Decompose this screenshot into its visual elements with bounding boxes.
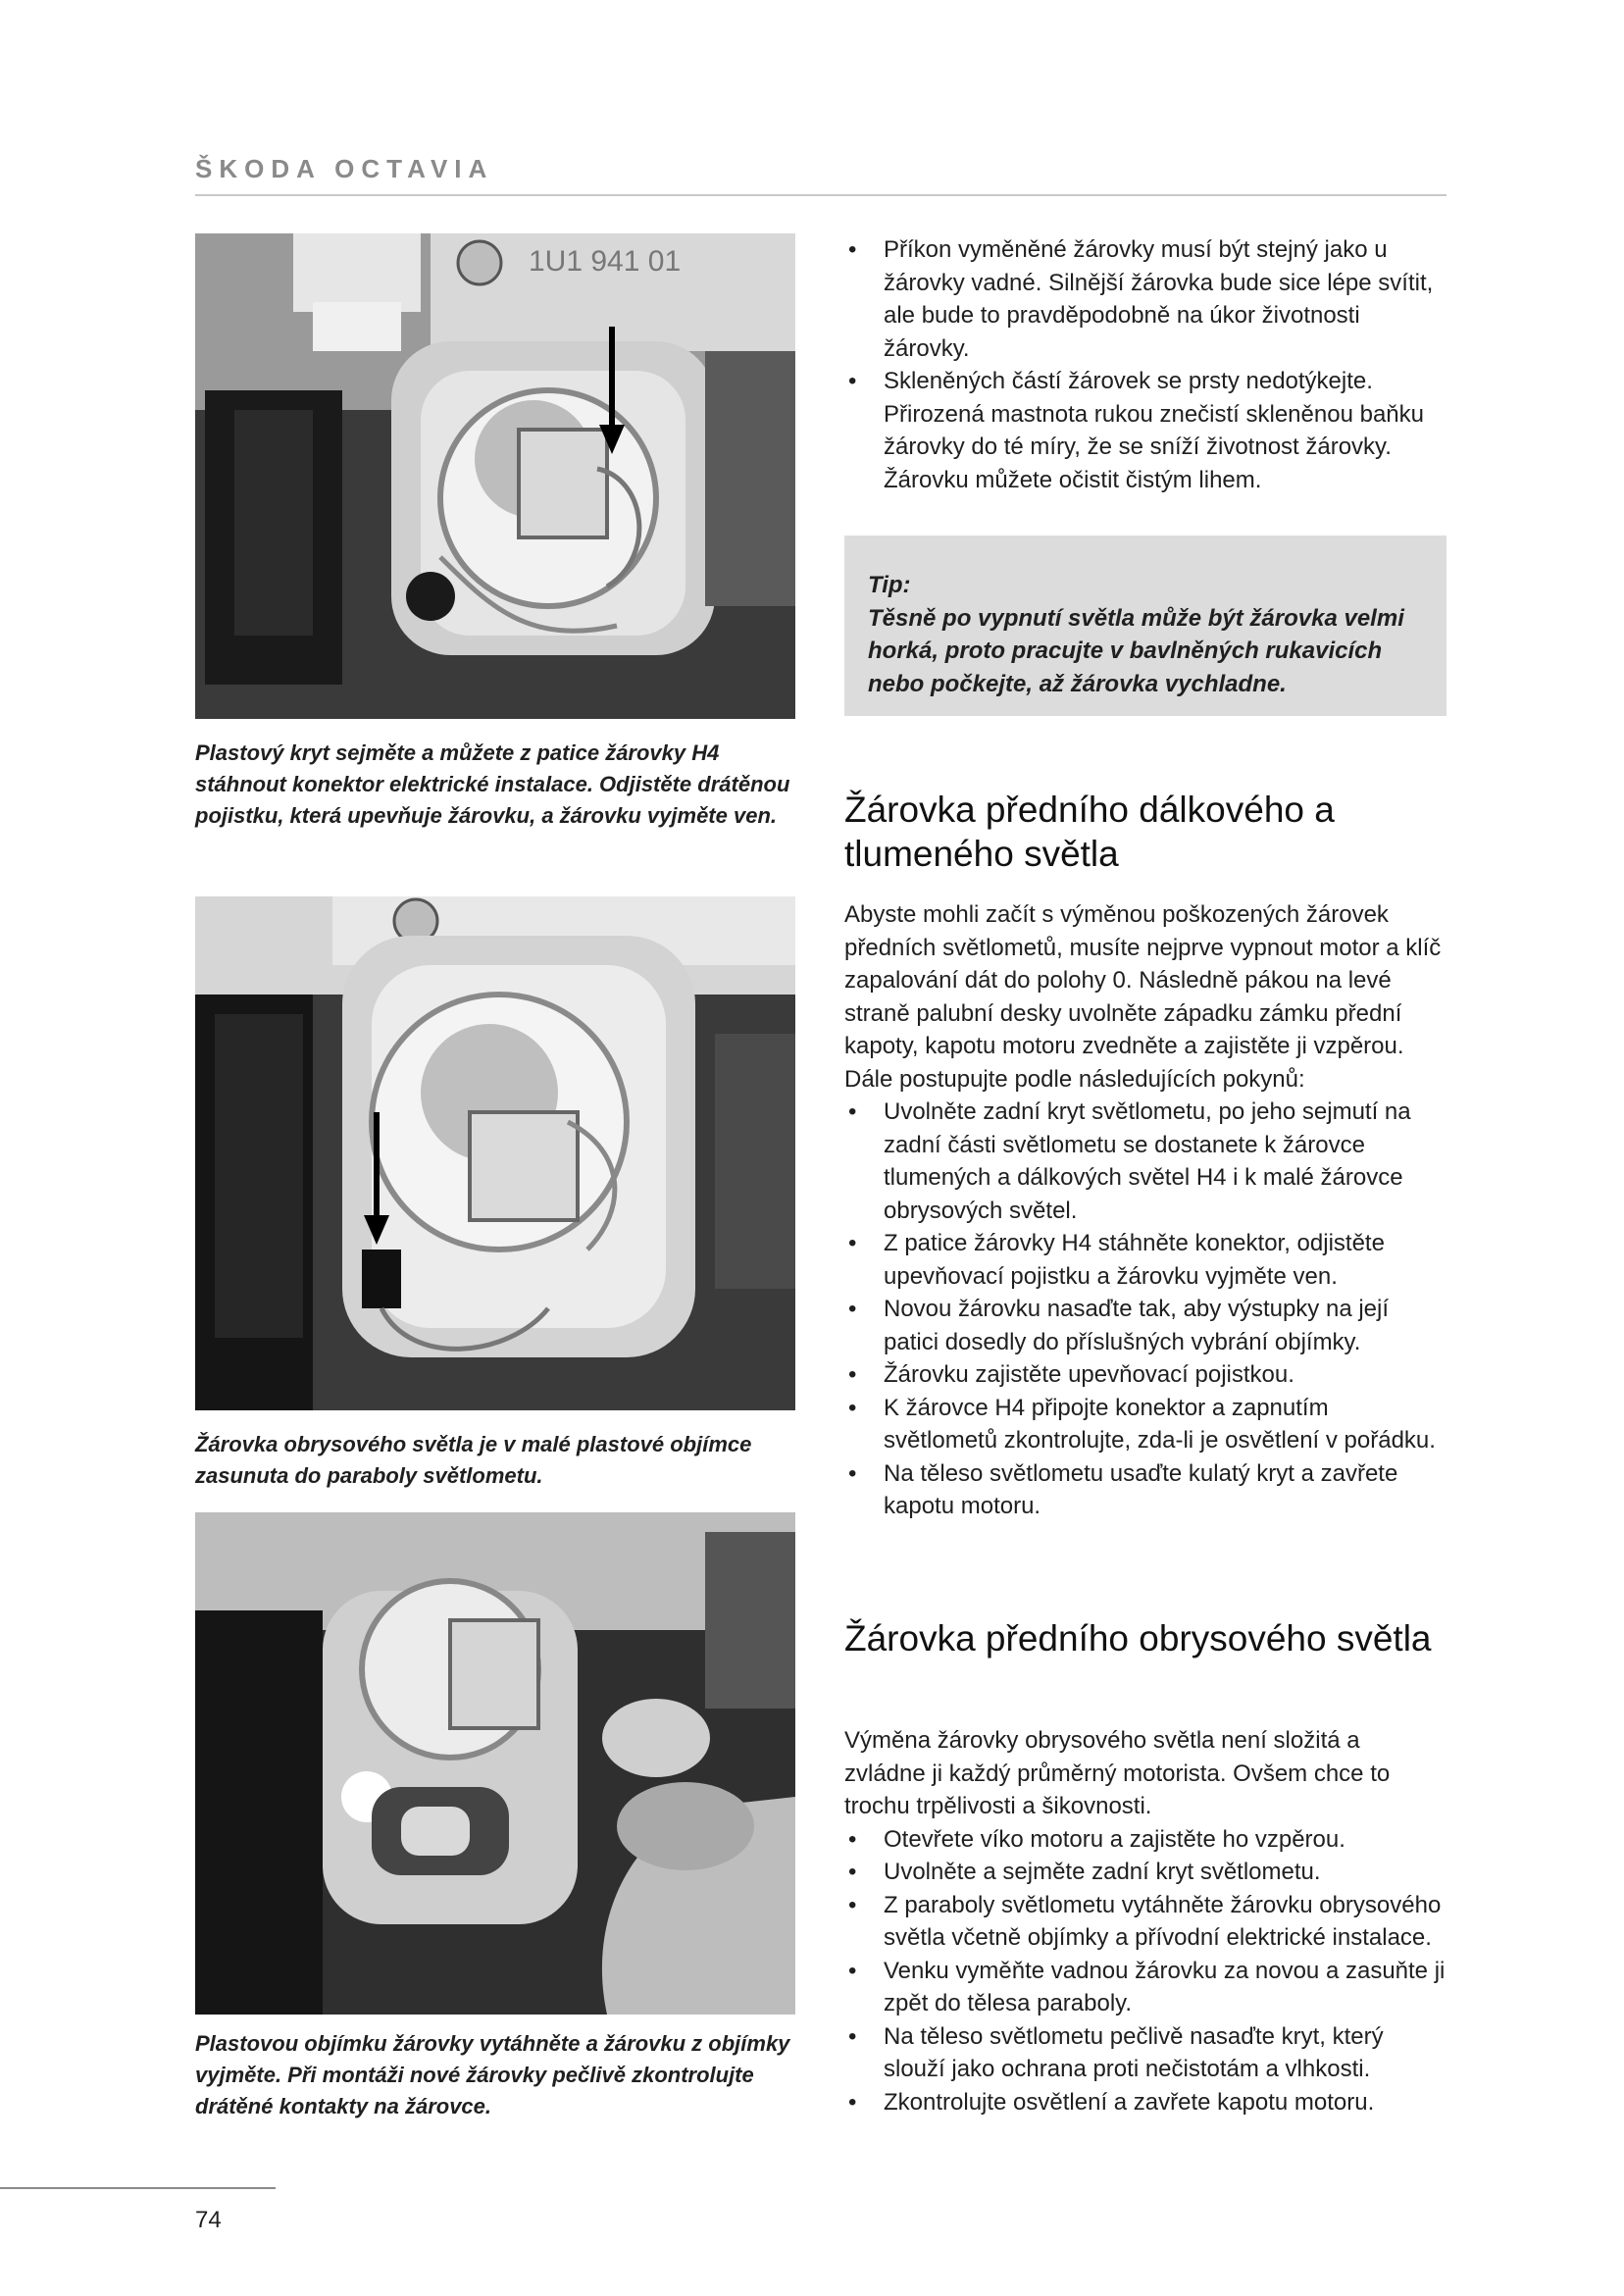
list-item	[844, 1293, 1446, 1358]
bullet: •	[848, 1891, 857, 1918]
section-intro: Výměna žárovky obrysového světla není složitá a zvládne ji každý průměrný motorista. Ovšem chce to trochu trpělivosti a šikovnosti.	[844, 1727, 1391, 1819]
photo-caption: Žárovka obrysového světla je v malé plastové objímce zasunuta do paraboly světlometu.	[195, 1432, 752, 1488]
bullet: •	[848, 1459, 857, 1487]
bullet: •	[848, 1394, 857, 1421]
list-item-text: Novou žárovku nasaďte tak, aby výstupky na její patici dosedly do příslušných vybrání objímky.	[884, 1296, 1390, 1355]
photo-parking-light-holder	[195, 896, 795, 1410]
bullet: •	[848, 1296, 857, 1322]
list-item-text: Z paraboly světlometu vytáhněte žárovku obrysového světla včetně objímky a přívodní elektrické instalace.	[884, 1891, 1442, 1951]
photo-caption: Plastový kryt sejměte a můžete z patice žárovky H4 stáhnout konektor elektrické instalace. Odjistěte drátěnou pojistku, která upevňuje žárovku, a žárovku vyjměte ven.	[195, 740, 790, 828]
bullet: •	[848, 1825, 857, 1853]
photo-h4-bulb-connector	[195, 233, 795, 719]
list-item	[844, 2020, 1446, 2086]
section-body-parking-light	[844, 1724, 1446, 2118]
list-item-text: Příkon vyměněné žárovky musí být stejný jako u žárovky vadné. Silnější žárovka bude sice lépe svítit, ale bude to pravděpodobně na úkor životnosti žárovky.	[884, 236, 1434, 362]
bullet: •	[848, 368, 857, 394]
bullet: •	[848, 1859, 857, 1885]
list-item	[844, 1358, 1446, 1392]
list-item	[844, 1889, 1446, 1955]
footer-rule	[0, 2187, 276, 2189]
list-item	[844, 2086, 1446, 2119]
bullet: •	[848, 236, 857, 263]
list-item	[844, 1227, 1446, 1293]
list-item-text: Žárovku zajistěte upevňovací pojistkou.	[884, 1361, 1294, 1388]
list-item	[844, 365, 1446, 496]
list-item	[844, 1955, 1446, 2020]
tip-text: Těsně po vypnutí světla může být žárovka velmi horká, proto pracujte v bavlněných rukavicích nebo počkejte, až žárovka vychladne.	[868, 604, 1404, 697]
list-item-text: Z patice žárovky H4 stáhněte konektor, odjistěte upevňovací pojistku a žárovku vyjměte ven.	[884, 1230, 1385, 1290]
list-item	[844, 1457, 1446, 1523]
list-item-text: Uvolněte zadní kryt světlometu, po jeho sejmutí na zadní části světlometu se dostanete k žárovce tlumených a dálkových světel H4 i k malé žárovce obrysových světel.	[884, 1098, 1411, 1224]
photo-parking-bulb-removed	[195, 1512, 795, 2015]
list-item-text: Skleněných částí žárovek se prsty nedotýkejte. Přirozená mastnota rukou znečistí skleněnou baňku žárovky do té míry, že se sníží životnost žárovky. Žárovku můžete očistit čistým lihem.	[884, 368, 1424, 493]
running-header: ŠKODA OCTAVIA	[195, 154, 494, 183]
section-heading-high-low-beam: Žárovka předního dálkového a tlumeného světla	[844, 790, 1335, 874]
photo-stamp: 1U1 941 01	[529, 245, 682, 278]
list-item-text: Zkontrolujte osvětlení a zavřete kapotu motoru.	[884, 2088, 1375, 2116]
bulb-advice-list	[844, 233, 1446, 496]
bullet: •	[848, 1957, 857, 1984]
bullet: •	[848, 1361, 857, 1388]
list-item-text: K žárovce H4 připojte konektor a zapnutím světlometů zkontrolujte, zda-li je osvětlení v pořádku.	[884, 1394, 1436, 1454]
photo-caption: Plastovou objímku žárovky vytáhněte a žárovku z objímky vyjměte. Při montáži nové žárovky pečlivě zkontrolujte drátěné kontakty na žárovce.	[195, 2031, 790, 2118]
header-rule	[195, 194, 1446, 196]
list-item	[844, 1096, 1446, 1227]
list-item-text: Na těleso světlometu usaďte kulatý kryt a zavřete kapotu motoru.	[884, 1459, 1398, 1519]
list-item	[844, 233, 1446, 365]
list-item	[844, 1823, 1446, 1857]
list-item-text: Na těleso světlometu pečlivě nasaďte kryt, který slouží jako ochrana proti nečistotám a vlhkosti.	[884, 2022, 1384, 2082]
bullet: •	[848, 1098, 857, 1125]
section-intro: Abyste mohli začít s výměnou poškozených žárovek předních světlometů, musíte nejprve vypnout motor a klíč zapalování dát do polohy 0. Následně pákou na levé straně palubní desky uvolněte západku zámku přední kapoty, kapotu motoru zvedněte a zajistěte ji vzpěrou. Dále postupujte podle následujících pokynů:	[844, 901, 1442, 1093]
tip-label: Tip:	[868, 572, 911, 598]
list-item-text: Otevřete víko motoru a zajistěte ho vzpěrou.	[884, 1825, 1345, 1853]
section-body-high-low-beam	[844, 898, 1446, 1523]
list-item-text: Uvolněte a sejměte zadní kryt světlometu.	[884, 1859, 1321, 1885]
bullet: •	[848, 2022, 857, 2050]
bullet: •	[848, 2088, 857, 2116]
bullet: •	[848, 1230, 857, 1256]
section-heading-parking-light: Žárovka předního obrysového světla	[844, 1618, 1432, 1658]
list-item-text: Venku vyměňte vadnou žárovku za novou a zasuňte ji zpět do tělesa paraboly.	[884, 1957, 1446, 2016]
list-item	[844, 1856, 1446, 1889]
page-number: 74	[195, 2207, 222, 2233]
list-item	[844, 1392, 1446, 1457]
tip-box	[844, 536, 1446, 716]
